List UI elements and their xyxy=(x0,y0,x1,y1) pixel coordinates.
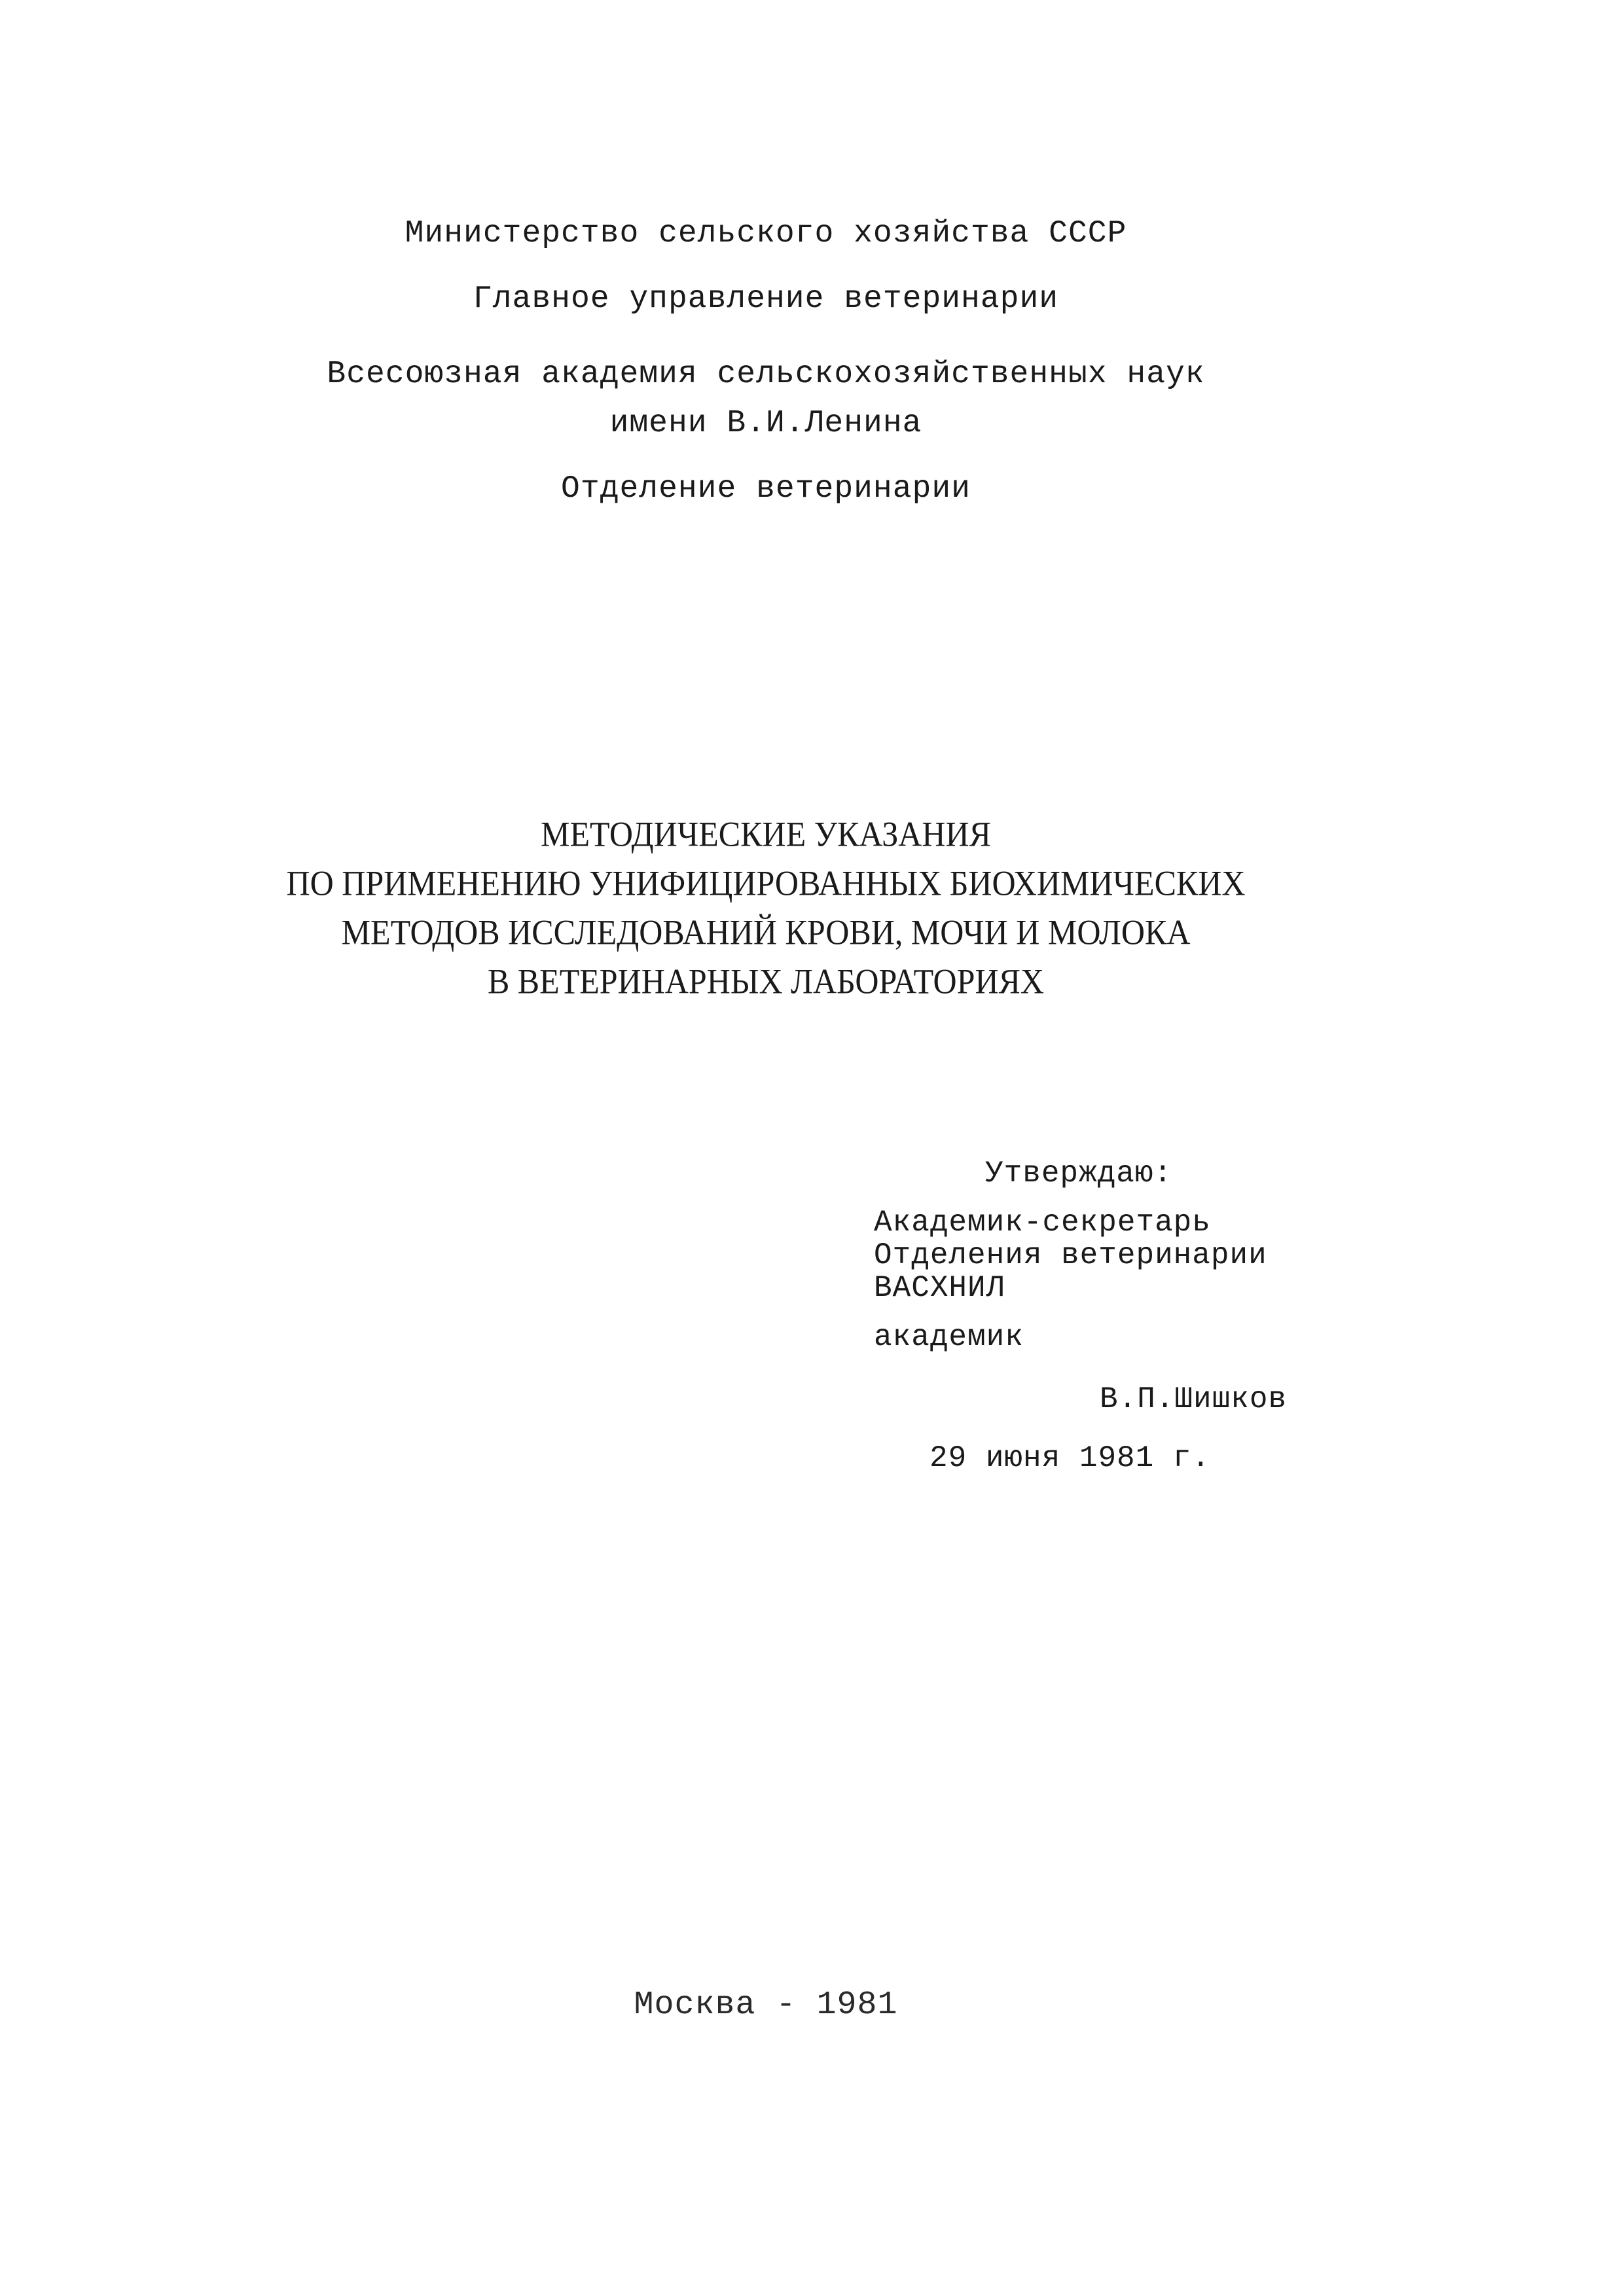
academy-line-1: Всесоюзная академия сельскохозяйственных наук xyxy=(327,357,1205,392)
title-line-4: В ВЕТЕРИНАРНЫХ ЛАБОРАТОРИЯХ xyxy=(487,961,1045,1001)
approval-date: 29 июня 1981 г. xyxy=(929,1441,1211,1475)
approve-label: Утверждаю: xyxy=(985,1157,1173,1191)
title-line-3: МЕТОДОВ ИССЛЕДОВАНИЙ КРОВИ, МОЧИ И МОЛОКА xyxy=(341,912,1191,952)
academy-line-2: имени В.И.Ленина xyxy=(609,406,922,441)
rank-line: академик xyxy=(874,1320,1024,1354)
department-line: Отделение ветеринарии xyxy=(561,471,971,507)
title-line-2: ПО ПРИМЕНЕНИЮ УНИФИЦИРОВАННЫХ БИОХИМИЧЕСКИХ xyxy=(286,863,1246,903)
position-line-3: ВАСХНИЛ xyxy=(874,1271,1005,1305)
title-line-1: МЕТОДИЧЕСКИЕ УКАЗАНИЯ xyxy=(541,814,991,854)
place-year: Москва - 1981 xyxy=(634,1986,898,2024)
position-line-2: Отделения ветеринарии xyxy=(874,1238,1267,1272)
signatory-name: В.П.Шишков xyxy=(1100,1382,1288,1416)
ministry-line: Министерство сельского хозяйства СССР xyxy=(405,216,1127,251)
position-line-1: Академик-секретарь xyxy=(874,1206,1211,1240)
directorate-line: Главное управление ветеринарии xyxy=(473,281,1059,317)
